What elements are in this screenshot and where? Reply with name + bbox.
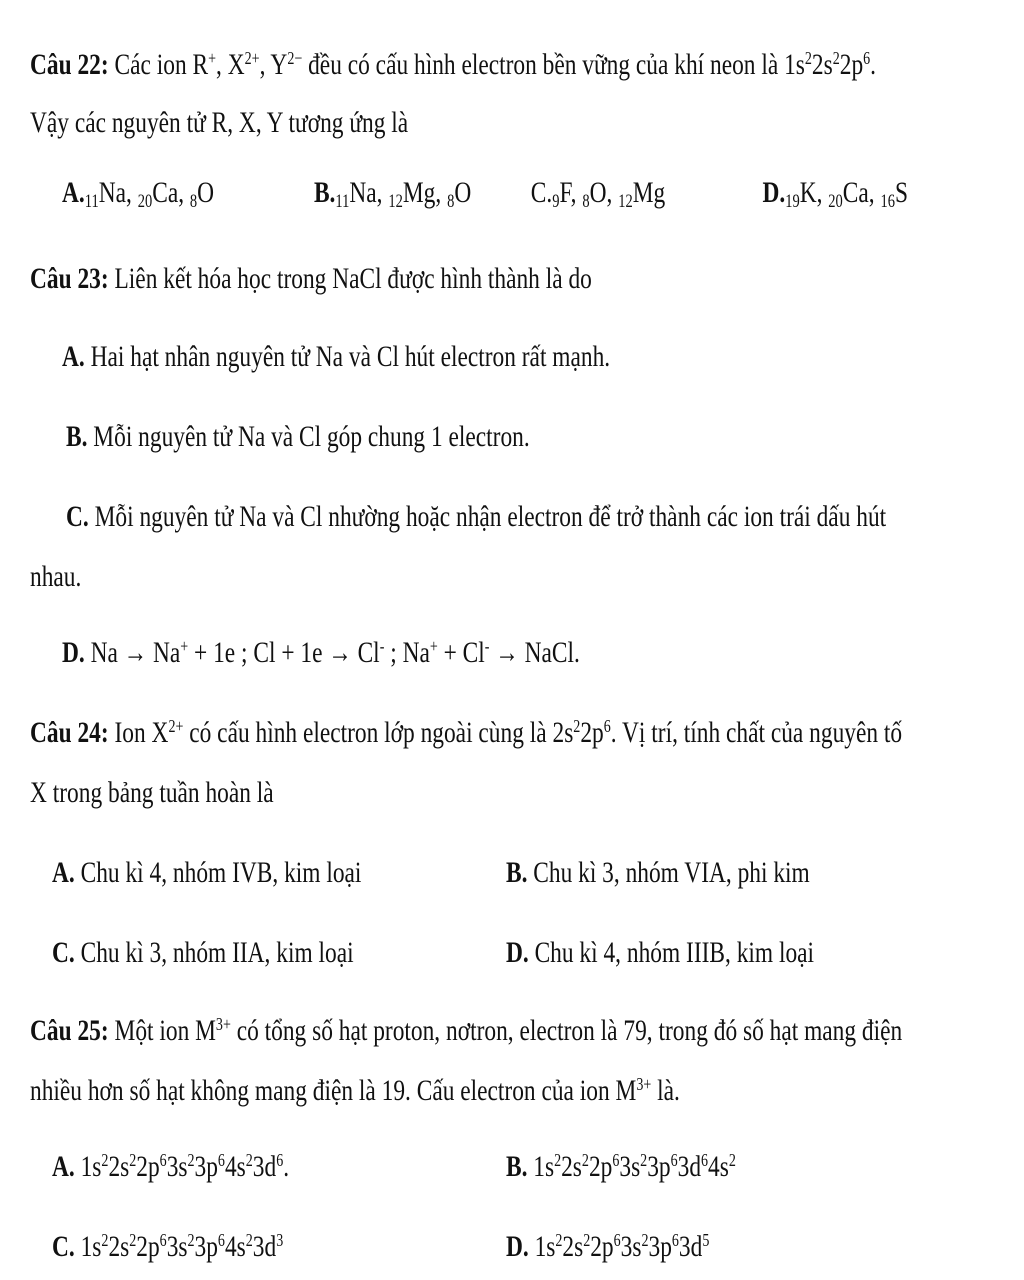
q24-options-row-2 xyxy=(52,936,814,970)
q25-option-c[interactable]: C. $1s^22s^22p^63s^23p^64s^23d^3$ xyxy=(52,1230,284,1263)
q24-option-b[interactable]: B. Chu kì 3, nhóm VIA, phi kim xyxy=(505,856,810,889)
q22-option-b[interactable]: $B._{11}Na$, $_{12}$Mg, $_8$O xyxy=(313,176,472,213)
electron-count: 6 xyxy=(159,1230,167,1251)
q24-option-a[interactable]: A. Chu kì 4, nhóm IVB, kim loại xyxy=(52,856,362,889)
orbital: 2s xyxy=(108,1230,130,1263)
orbital: 3p xyxy=(647,1150,671,1183)
q23-option-a[interactable]: A. Hai hạt nhân nguyên tử Na và Cl hút electron rất mạnh. xyxy=(62,340,611,373)
q25-options-row-1 xyxy=(52,1150,736,1184)
electron-count: 2 xyxy=(129,1230,137,1251)
q22-options xyxy=(62,176,909,213)
q24-option-c[interactable]: C. Chu kì 3, nhóm IIA, kim loại xyxy=(52,936,354,969)
q22-line-1: Câu 22: Các ion R+, $X^{2+}$, $Y^{2-}$ đều có cấu hình electron bền vững của khí neon là $1s^22s^22p^6$. xyxy=(30,48,877,81)
orbital: 3s xyxy=(619,1150,641,1183)
electron-count: 6 xyxy=(612,1150,620,1171)
electron-count: 6 xyxy=(217,1150,225,1171)
electron-count: 6 xyxy=(670,1150,678,1171)
orbital: 2p xyxy=(136,1150,160,1183)
q22-text-a: Các ion xyxy=(114,48,193,81)
electron-count: 2 xyxy=(641,1230,649,1251)
orbital: 4s xyxy=(708,1150,729,1183)
orbital: 2s xyxy=(561,1150,582,1183)
q22-label: Câu 22: xyxy=(30,48,109,81)
orbital: 3s xyxy=(166,1150,188,1183)
q23-label: Câu 23: xyxy=(30,262,109,295)
orbital: 3s xyxy=(620,1230,642,1263)
orbital: 1s xyxy=(80,1230,102,1263)
q25-option-d[interactable]: D. $1s^22s^22p^63s^23p^63d^5$ xyxy=(505,1230,710,1263)
orbital: 3d xyxy=(252,1230,277,1263)
orbital: 4s xyxy=(224,1230,246,1263)
electron-count: 2 xyxy=(245,1230,253,1251)
electron-count: 2 xyxy=(554,1150,562,1171)
electron-count: 2 xyxy=(101,1230,109,1251)
electron-count: 2 xyxy=(728,1150,736,1171)
orbital: 3p xyxy=(194,1230,218,1263)
electron-count: 2 xyxy=(640,1150,648,1171)
q24-label: Câu 24: xyxy=(30,716,109,749)
electron-count: 2 xyxy=(187,1150,195,1171)
q24-line-2: X trong bảng tuần hoàn là xyxy=(30,776,274,809)
electron-count: 2 xyxy=(245,1150,253,1171)
q25-option-a[interactable]: A. $1s^22s^22p^63s^23p^64s^23d^6$. xyxy=(52,1150,290,1183)
orbital: 1s xyxy=(534,1230,556,1263)
orbital: 3d xyxy=(252,1150,277,1183)
q23-option-b[interactable]: B. Mỗi nguyên tử Na và Cl góp chung 1 electron. xyxy=(66,420,530,453)
q22-option-a[interactable]: $A._{11}Na$, $_{20}$Ca, $_8$O xyxy=(62,176,215,213)
electron-count: 5 xyxy=(702,1230,710,1251)
electron-count: 6 xyxy=(613,1230,621,1251)
q22-text-b: đều có cấu hình electron bền vững của khí neon là xyxy=(302,48,785,81)
orbital: 3p xyxy=(194,1150,218,1183)
q25-line-1: Câu 25: Một ion $M^{3+}$ có tổng số hạt proton, nơtron, electron là 79, trong đó số hạt mang điện xyxy=(30,1014,903,1047)
electron-count: 3 xyxy=(276,1230,284,1251)
q25-option-b[interactable]: B. $1s^22s^22p^63s^23p^63d^64s^2$ xyxy=(505,1150,736,1183)
orbital: 2p xyxy=(590,1230,614,1263)
orbital: 3d xyxy=(677,1150,702,1183)
electron-count: 2 xyxy=(581,1150,589,1171)
electron-count: 6 xyxy=(671,1230,679,1251)
orbital: 2s xyxy=(562,1230,584,1263)
q23-text: Liên kết hóa học trong NaCl được hình thành là do xyxy=(114,262,592,295)
q24-line-1: Câu 24: Ion $X^{2+}$ có cấu hình electron lớp ngoài cùng là $2s^22p^6$. Vị trí, tính chất của nguyên tố xyxy=(30,716,903,749)
q23-option-d[interactable]: D. Na → Na+ + 1e ; Cl + 1e → Cl- ; Na+ + Cl- → NaCl. xyxy=(62,636,580,669)
electron-count: 2 xyxy=(555,1230,563,1251)
q23-line-1 xyxy=(30,262,592,296)
electron-count: 6 xyxy=(217,1230,225,1251)
electron-count: 2 xyxy=(187,1230,195,1251)
q23-option-c[interactable]: C. Mỗi nguyên tử Na và Cl nhường hoặc nhận electron để trở thành các ion trái dấu hút xyxy=(66,500,887,533)
electron-count: 6 xyxy=(159,1150,167,1171)
orbital: 1s xyxy=(80,1150,102,1183)
electron-count: 2 xyxy=(129,1150,137,1171)
q22-option-c[interactable]: $C._9F$, $_8$O, $_{12}$Mg xyxy=(530,176,666,213)
orbital: 1s xyxy=(533,1150,555,1183)
q22-option-d[interactable]: $D._{19}K$, $_{20}$Ca, $_{16}$S xyxy=(762,176,909,213)
q25-line-2: nhiều hơn số hạt không mang điện là 19. Cấu electron của ion $M^{3+}$ là. xyxy=(30,1074,680,1107)
q25-options-row-2 xyxy=(52,1230,709,1264)
q24-option-d[interactable]: D. Chu kì 4, nhóm IIIB, kim loại xyxy=(505,936,815,969)
q22-line-2 xyxy=(30,106,408,140)
orbital: 2p xyxy=(588,1150,613,1183)
q25-label: Câu 25: xyxy=(30,1014,109,1047)
q24-options-row-1 xyxy=(52,856,810,890)
orbital: 4s xyxy=(224,1150,246,1183)
electron-count: 2 xyxy=(583,1230,591,1251)
orbital: 2s xyxy=(108,1150,130,1183)
q22-text-c: Vậy các nguyên tử R, X, Y tương ứng là xyxy=(30,106,409,139)
orbital: 3s xyxy=(166,1230,188,1263)
orbital: 3p xyxy=(648,1230,672,1263)
q23-option-c-cont: nhau. xyxy=(30,560,82,593)
electron-count: 6 xyxy=(276,1150,284,1171)
electron-count: 2 xyxy=(101,1150,109,1171)
orbital: 3d xyxy=(678,1230,703,1263)
electron-count: 6 xyxy=(701,1150,709,1171)
orbital: 2p xyxy=(136,1230,160,1263)
